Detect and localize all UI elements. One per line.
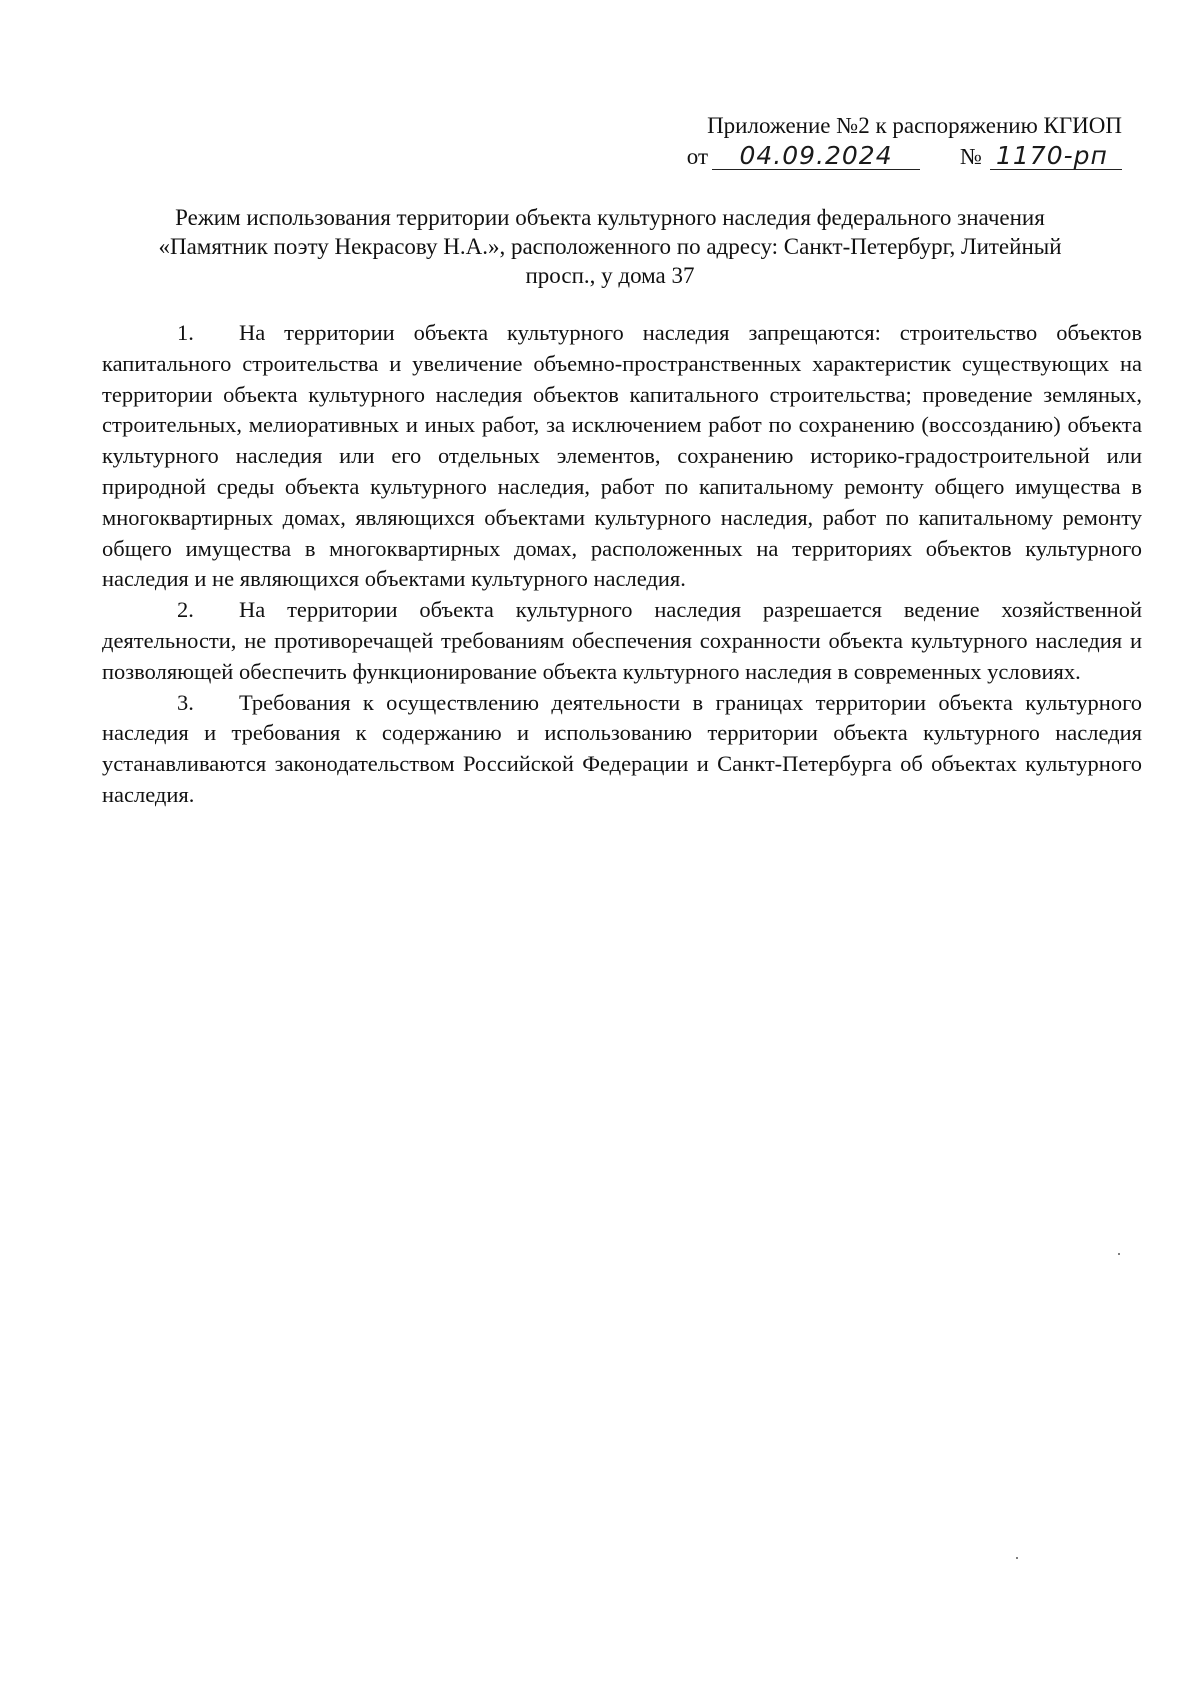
order-reference	[662, 141, 1122, 172]
item-text: На территории объекта культурного наследия запрещаются: строительство объектов капитального строительства и увеличение объемно-пространственных характеристик существующих на территории объекта культурного наследия объектов капитального строительства; проведение земляных, строительных, мелиоративных и иных работ, за исключением работ по сохранению (воссозданию) объекта культурного наследия или его отдельных элементов, сохранению историко-градостроительной или природной среды объекта культурного наследия, работ по капитальному ремонту общего имущества в многоквартирных домах, являющихся объектами культурного наследия, работ по капитальному ремонту общего имущества в многоквартирных домах, расположенных на территориях объектов культурного наследия и не являющихся объектами культурного наследия.	[102, 320, 1142, 592]
title-line-2: «Памятник поэту Некрасову Н.А.», расположенного по адресу: Санкт-Петербург, Литейный	[158, 234, 1062, 259]
item-number: 1.	[177, 320, 194, 345]
order-number: 1170-рп	[990, 143, 1122, 170]
item-text: Требования к осуществлению деятельности в границах территории объекта культурного наследия и требования к содержанию и использованию территории объекта культурного наследия устанавливаются законодательством Российской Федерации и Санкт-Петербурга об объектах культурного наследия.	[102, 689, 1142, 807]
item-number: 2.	[177, 597, 194, 623]
item-number: 3.	[177, 689, 194, 715]
list-item	[102, 595, 1142, 687]
title-line-1: Режим использования территории объекта культурного наследия федерального значения	[175, 205, 1045, 230]
appendix-title: Приложение №2 к распоряжению КГИОП	[707, 113, 1122, 138]
scan-speck	[1118, 1253, 1120, 1255]
title-line-3: просп., у дома 37	[525, 263, 695, 288]
number-label: №	[960, 144, 982, 169]
scan-speck	[1016, 1557, 1018, 1559]
item-text: На территории объекта культурного наследия разрешается ведение хозяйственной деятельности, не противоречащей требованиям обеспечения сохранности объекта культурного наследия и позволяющей обеспечить функционирование объекта культурного наследия в современных условиях.	[102, 597, 1142, 684]
document-title	[110, 203, 1110, 290]
from-label: от	[686, 144, 709, 169]
list-item	[102, 688, 1142, 811]
regulations-list	[102, 318, 1142, 811]
appendix-header	[662, 110, 1122, 172]
list-item	[102, 318, 1142, 595]
order-date: 04.09.2024	[712, 143, 920, 170]
